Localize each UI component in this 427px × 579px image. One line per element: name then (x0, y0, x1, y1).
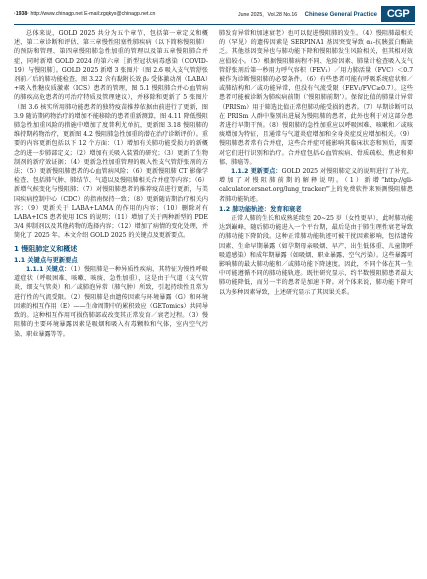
email[interactable]: E-mail:zgqkyx@chinagp.net.cn (84, 11, 156, 17)
journal-name: Chinese General Practice (304, 12, 377, 18)
header-divider (14, 24, 415, 25)
left-column (14, 29, 208, 339)
lung-trajectory-paragraph: 正常人肺的生长和成熟延续至 20~25 岁（女性更早），此时肺功能达到巅峰，随后肺功能进入一个平台期，最后是由于肺生理性衰老导致的肺功能下降阶段。这种正常肺功能轨迹可被干扰因素影响，包括遗传因素、生命早期暴露（如孕期母亲吸烟、早产、出生低体重、儿童期呼吸道感染）和成年期暴露（如吸烟、职业暴露、空气污染）。这些暴露可影响肺的最大肺功能和／或肺功能下降速度。因此，不同个体在其一生中可能遵循不同的肺功能轨迹。既往研究显示，约半数慢阻肺患者最大肺功能降低，而另一半的患者是加速下降。对个体来说，肺功能下降可以为多种因素导致，上述研究显示了其因果关系。 (219, 215, 413, 296)
site-url[interactable]: http://www.chinagp.net (30, 11, 83, 17)
header-right (238, 11, 377, 18)
continued-paragraph: 肺发育异常和加速衰老）也可以促进慢阻肺的发生。（4）慢阻肺最相关的（罕见）的遗传因素是 SERPINA1 基因突变导致 α₁-抗胰蛋白酶缺乏。其他基因变异也与肺功能下降和慢阻肺发生风险相关，但其相对效应值较小。（5）根据慢阻肺病程不同、危险因素、肺量计检查吸入支气管舒张剂后第一秒用力呼气容积（FEV₁）／用力肺活量（FVC）＜0.7 被作为诊断慢阻肺的必要条件。（6）有些患者可能有呼吸系统症状和／或肺结构和／或功能异常，但没有气流受限（FEV₁/FVC≥0.7）。这些患者可能被诊断为肺疾病前期（‘慢阻肺前期’）。保留比值的肺量计异常（PRISm）用于筛选比值正常但肺功能受损的患者。（7）早期诊断可以在 PRISm 人群中鉴别出进展为慢阻肺的患者，此外也利于对这部分患者进行早期干预。（8）慢阻肺的急性加重应以呼吸困难、咳嗽和／或咳痰增加为特征，且通常与气道炎症增加和全身炎症反应增加相关。（9）慢阻肺患者常有合并症，这些合并症可能影响其临床状态和预后，需要对它们进行识别和治疗。合并症包括心血管疾病、骨质疏松、焦虑和抑郁、肺癌等。 (219, 30, 413, 166)
intro-paragraph: 总体来说，GOLD 2025 共分为五个章节，包括第一章定义和概述、第二章诊断和评估、第三章慢性阻塞性肺疾病（以下简称慢阻肺）的预防和管理、第四章慢阻肺急性加重的管理以及第五章慢阻肺合并症，同时新增 GOLD 2024 的第六章［新型冠状病毒感染（COVID-19）与慢阻肺］。GOLD 2025 新增 3 张图片（图 2.6 吸入支气管舒张剂前／后的肺功能检查，图 3.22 含有黏附长效 β₂ 受体激动剂（LABA）+吸入性糖皮质激素（ICS）患者的管理，图 5.1 慢阻肺合并心血管病的肺疾高危患者的可治疗特质及管理建议），并移除和更新了 5 张图片（图 3.6 核实所用肺功能患者的独特疫苗推荐依据由前进行了更新，图 3.9 随访期药物治疗的增加不能移除的患者重新测算，图 4.11 降低慢阻肺急性加重风险的措施中增加了度普利尤单抗，更新图 3.18 慢阻肺的维持期药物治疗，更新图 4.2 慢阻肺急性加重的潜在治疗诊断评价）。重要的内容更新包括以下 12 个方面：（1）增加有关肺功能受损力的新概念的进一步肺部定义；（2）增加有关吸入装置的研究；（3）更新了生物制剂的新疗效证据；（4）更新急性加重管理的吸入性支气管舒张剂的方法；（5）更新慢阻肺患者的心血管病风险；（6）更新慢阻肺 CT 影像学检查、包括肺气肿、肺结节、气道以及慢阻肺相关合并症等内容；（6）新增气候变化与慢阻肺；（7）对慢阻肺患者的推荐疫苗进行更新，与美国疾病控制中心（CDC）的指南保持一致；（8）更新随访期治疗相关内容；（9）更新关于 LABA+LAMA 的作用的内容；（10）删除对有 LABA+ICS 患者使用 ICS 的说明；（11）增加了关于两种新型的 PDE 3/4 抑制剂以及其他药物的选择内容；（12）增加了病情的变化处理，并简化了 2025 年。本文介绍 GOLD 2025 的关键点及更新要点。 (14, 30, 208, 240)
right-column (219, 29, 413, 297)
key-points-lead: 1.1.1 关键点： (26, 266, 71, 274)
journal-logo: CGP (381, 6, 415, 22)
update-points-text: GOLD 2025 对慢阻肺定义的说明进行了补充，增加了对慢阻肺前期的解释说明。（1）新增“http://gli-calculator.ersnet.org/lung_tracker/”上的免费软件来预测慢阻肺患者肺功能轨迹。 (219, 168, 413, 203)
subsection-title: 1.1 关键点与更新要点 (14, 256, 78, 264)
key-points-paragraph (14, 265, 208, 339)
page-number: ·1938· (14, 11, 29, 17)
section-title: 1 慢阻肺定义和概述 (14, 244, 78, 253)
page-header (14, 6, 415, 22)
update-points-lead: 1.1.2 更新要点： (231, 168, 282, 176)
header-left (14, 11, 155, 17)
key-points-text: （1）慢阻肺是一种异质性疾病，其特征为慢性呼吸道症状（呼吸困难、咳嗽、咳痰、急性加重），这是由于气道（支气管炎、细支气管炎）和／或肺泡异常（肺气肿）所致，引起持续性且常为进行性的气流受限。（2）慢阻肺是由遗传因素与环境暴露（G）和环境因素的相互作用（E）——生命周期中的累积效应（GETomics）共同导致的。这种相互作用可损伤肺部或改变其正常发育／衰老过程。（3）慢阻肺的主要环境暴露因素是吸烟和吸入有毒颗粒和气体，室内空气污染、职业暴露等等。 (14, 266, 208, 338)
update-points-paragraph (219, 167, 413, 204)
issue-info: June 2025，Vol.28 No.16 (238, 12, 298, 18)
subsection-title-lung-trajectory: 1.2 肺功能轨迹：发育和衰老 (219, 205, 302, 213)
